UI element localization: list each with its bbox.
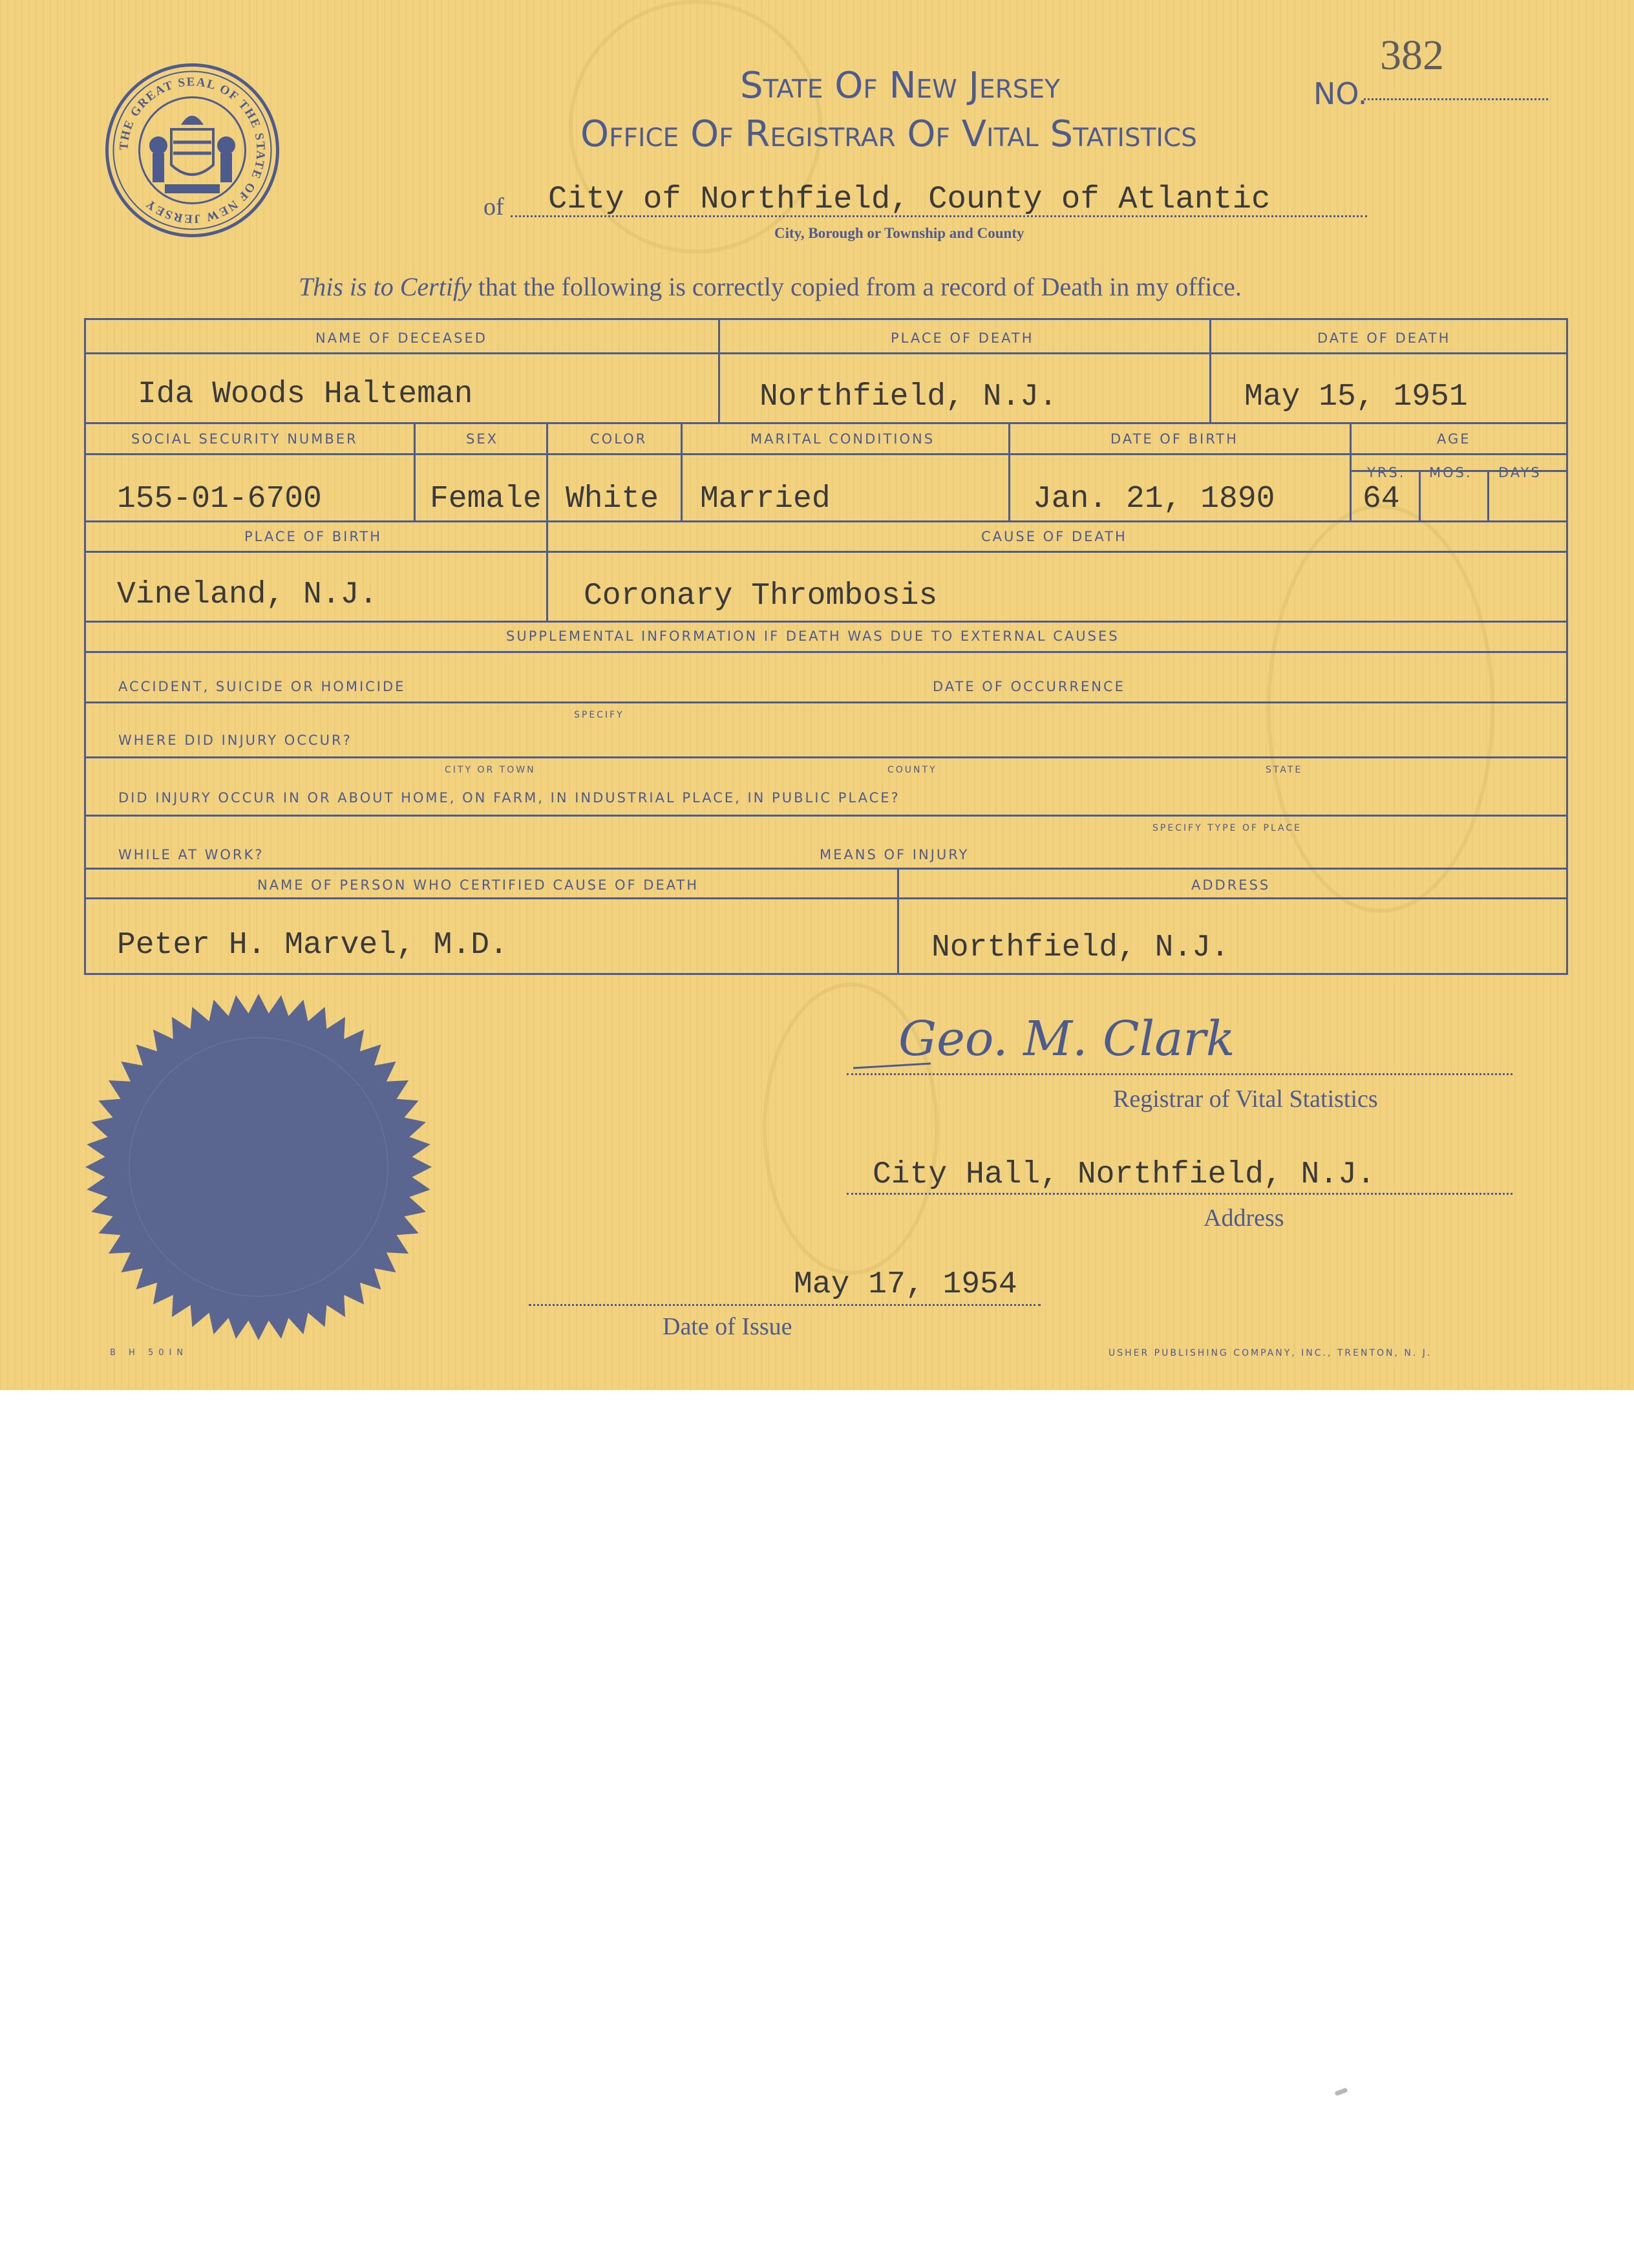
row-divider xyxy=(86,868,1566,870)
locality-value: City of Northfield, County of Atlantic xyxy=(548,181,1271,217)
seal-ring-text: THE GREAT SEAL OF THE STATE OF NEW JERSEY xyxy=(117,75,268,226)
label-marital: MARITAL CONDITIONS xyxy=(750,431,935,447)
address-caption: Address xyxy=(1204,1204,1284,1232)
row-divider xyxy=(86,621,1566,623)
row-divider xyxy=(86,701,1566,703)
label-where-injury: WHERE DID INJURY OCCUR? xyxy=(118,733,352,748)
column-divider xyxy=(546,422,548,520)
label-city-town: CITY OR TOWN xyxy=(445,765,536,775)
date-of-death-value: May 15, 1951 xyxy=(1244,380,1468,414)
number-line xyxy=(1364,98,1548,100)
row-divider xyxy=(86,551,1566,553)
row-divider xyxy=(86,651,1566,653)
scan-speck xyxy=(1334,2088,1348,2096)
locality-caption: City, Borough or Township and County xyxy=(774,225,1024,241)
label-did-injury: DID INJURY OCCUR IN OR ABOUT HOME, ON FARM, IN INDUSTRIAL PLACE, IN PUBLIC PLACE? xyxy=(118,790,900,806)
state-seal-icon xyxy=(103,61,281,239)
deceased-name: Ida Woods Halteman xyxy=(138,377,473,412)
column-divider xyxy=(897,868,899,973)
column-divider xyxy=(546,520,548,621)
column-divider xyxy=(1008,422,1010,520)
certificate-number: 382 xyxy=(1380,32,1444,79)
label-place-of-birth: PLACE OF BIRTH xyxy=(244,529,383,544)
number-label: NO. xyxy=(1313,76,1368,111)
of-label: of xyxy=(483,193,504,220)
certifier-value: Peter H. Marvel, M.D. xyxy=(117,928,508,963)
registrar-title: Registrar of Vital Statistics xyxy=(1113,1086,1378,1113)
registrar-signature xyxy=(853,1002,1273,1080)
issue-date-value: May 17, 1954 xyxy=(794,1267,1017,1302)
label-specify: SPECIFY xyxy=(574,710,624,720)
label-while-work: WHILE AT WORK? xyxy=(118,847,264,862)
ssn-value: 155-01-6700 xyxy=(117,482,322,517)
label-state: STATE xyxy=(1266,765,1303,775)
certify-text: that the following is correctly copied from a record of Death in my office. xyxy=(471,272,1242,301)
issue-date-line xyxy=(529,1304,1041,1306)
office-title: Office Of Registrar Of Vital Statistics xyxy=(580,113,1197,155)
marital-value: Married xyxy=(700,482,831,517)
row-divider xyxy=(86,352,1566,354)
age-years-value: 64 xyxy=(1363,482,1400,517)
row-divider xyxy=(86,815,1566,817)
row-divider xyxy=(86,453,1566,455)
sex-value: Female xyxy=(430,482,542,517)
label-months: MOS. xyxy=(1429,465,1472,480)
dob-value: Jan. 21, 1890 xyxy=(1033,482,1275,517)
place-of-birth-value: Vineland, N.J. xyxy=(117,577,378,612)
column-divider xyxy=(1209,320,1211,422)
row-divider xyxy=(86,756,1566,758)
registrar-address-value: City Hall, Northfield, N.J. xyxy=(873,1157,1375,1192)
color-value: White xyxy=(566,482,659,517)
label-ssn: SOCIAL SECURITY NUMBER xyxy=(131,431,358,447)
label-county: COUNTY xyxy=(887,765,937,775)
form-code: B H 50IN xyxy=(110,1348,189,1358)
column-divider xyxy=(1350,422,1352,520)
issue-date-caption: Date of Issue xyxy=(663,1313,792,1340)
label-age: AGE xyxy=(1437,431,1471,447)
signature-text: Geo. M. Clark xyxy=(898,1011,1235,1067)
label-date-occurrence: DATE OF OCCURRENCE xyxy=(933,679,1125,694)
row-divider xyxy=(86,520,1566,522)
column-divider xyxy=(718,320,720,422)
address-line xyxy=(847,1193,1512,1195)
certify-statement xyxy=(299,272,1242,302)
place-of-death-value: Northfield, N.J. xyxy=(759,380,1057,414)
column-divider xyxy=(1487,470,1489,520)
certify-prefix: This is to Certify xyxy=(299,272,472,301)
column-divider xyxy=(414,422,416,520)
row-divider xyxy=(86,422,1566,424)
label-place-of-death: PLACE OF DEATH xyxy=(891,330,1034,346)
label-accident: ACCIDENT, SUICIDE OR HOMICIDE xyxy=(118,679,406,694)
signature-line xyxy=(847,1073,1512,1075)
label-address: ADDRESS xyxy=(1191,877,1271,893)
row-divider xyxy=(86,897,1566,899)
gold-foil-seal-icon xyxy=(84,992,433,1342)
label-days: DAYS xyxy=(1498,465,1542,480)
label-dob: DATE OF BIRTH xyxy=(1110,431,1238,447)
label-years: YRS. xyxy=(1367,465,1406,480)
column-divider xyxy=(1419,470,1421,520)
label-means-injury: MEANS OF INJURY xyxy=(820,847,970,862)
label-color: COLOR xyxy=(590,431,648,447)
state-title: State Of New Jersey xyxy=(740,65,1060,107)
label-certifier: NAME OF PERSON WHO CERTIFIED CAUSE OF DEATH xyxy=(257,877,699,893)
label-sex: SEX xyxy=(466,431,498,447)
publisher-imprint: USHER PUBLISHING COMPANY, INC., TRENTON, N. J. xyxy=(1109,1348,1432,1358)
label-specify-type: SPECIFY TYPE OF PLACE xyxy=(1152,823,1302,833)
label-cause-of-death: CAUSE OF DEATH xyxy=(981,529,1127,544)
death-record-table xyxy=(84,318,1568,975)
label-supplemental: SUPPLEMENTAL INFORMATION IF DEATH WAS DUE TO EXTERNAL CAUSES xyxy=(506,628,1119,644)
certifier-address-value: Northfield, N.J. xyxy=(931,930,1229,965)
label-name-of-deceased: NAME OF DECEASED xyxy=(315,330,487,346)
cause-of-death-value: Coronary Thrombosis xyxy=(584,579,938,614)
column-divider xyxy=(681,422,683,520)
label-date-of-death: DATE OF DEATH xyxy=(1317,330,1451,346)
